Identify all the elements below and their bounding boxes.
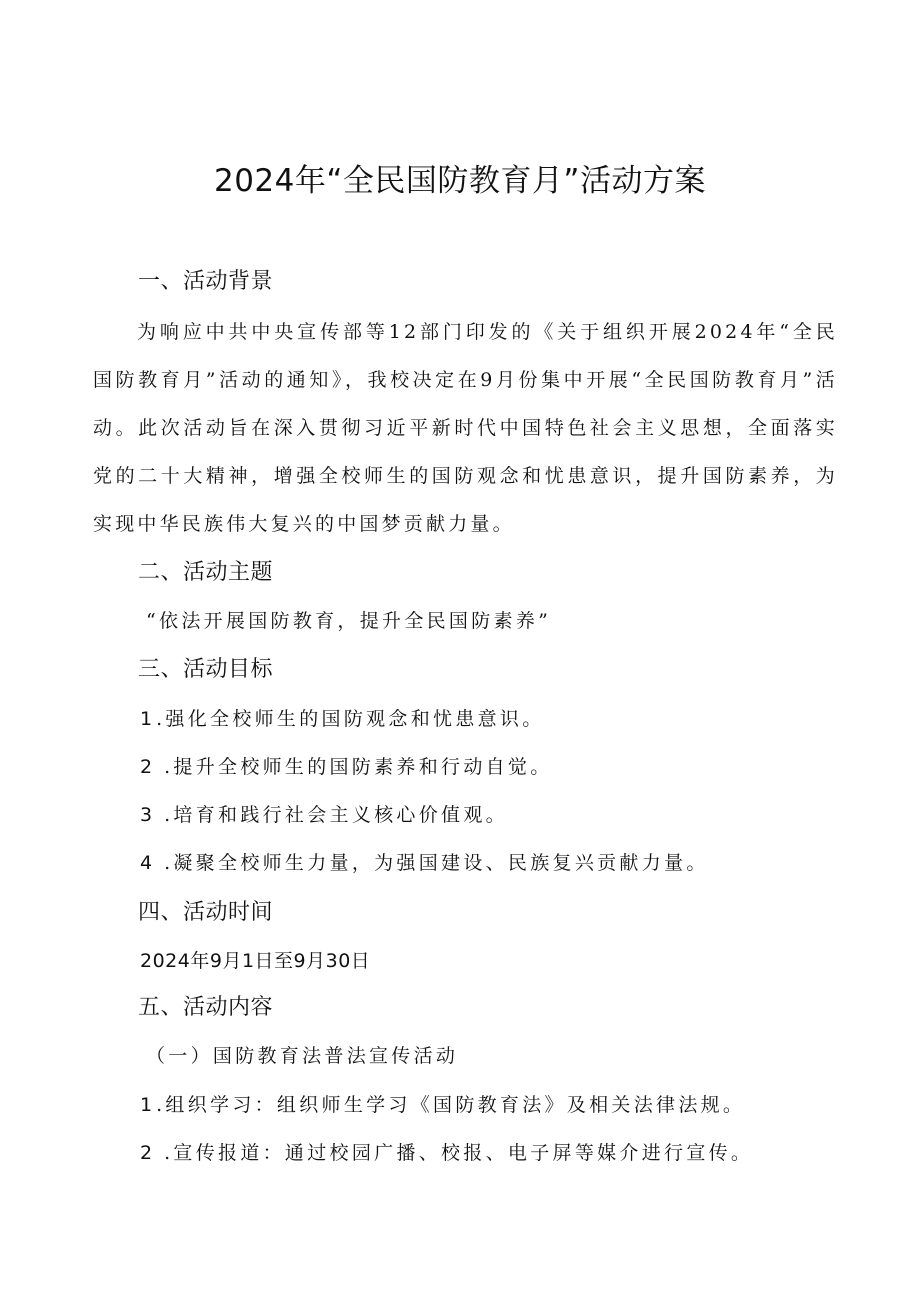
goal-number: 2 (140, 756, 153, 778)
content-number: 1 (140, 1094, 153, 1116)
content-item (140, 1090, 745, 1117)
section-heading-time: 四、活动时间 (138, 900, 274, 925)
content-number: 2 (140, 1142, 153, 1164)
content-subheading: （一）国防教育法普法宣传活动 (146, 1045, 459, 1067)
section-heading-theme: 二、活动主题 (138, 560, 274, 585)
section-heading-content: 五、活动内容 (138, 995, 274, 1020)
section-heading-background: 一、活动背景 (138, 269, 274, 294)
goal-text: .培育和践行社会主义核心价值观。 (164, 804, 508, 826)
goal-item (140, 800, 508, 827)
goal-number: 3 (140, 804, 153, 826)
goal-item (140, 848, 709, 875)
content-item (140, 1138, 753, 1165)
background-paragraph: 为响应中共中央宣传部等12部门印发的《关于组织开展2024年“全民国防教育月”活动的通知》，我校决定在9月份集中开展“全民国防教育月”活动。此次活动旨在深入贯彻习近平新时代中国特色社会主义思想，全面落实党的二十大精神，增强全校师生的国防观念和忧患意识，提升国防素养，为实现中华民族伟大复兴的中国梦贡献力量。 (93, 321, 838, 535)
content-text: .宣传报道：通过校园广播、校报、电子屏等媒介进行宣传。 (164, 1142, 754, 1164)
theme-slogan: “依法开展国防教育，提升全民国防素养” (146, 610, 552, 632)
goal-text: .提升全校师生的国防素养和行动自觉。 (164, 756, 553, 778)
section-heading-goals: 三、活动目标 (138, 657, 274, 682)
goal-item (140, 704, 545, 731)
goal-text: .强化全校师生的国防观念和忧患意识。 (156, 708, 545, 730)
document-title: 2024年“全民国防教育月”活动方案 (213, 163, 706, 199)
goal-number: 1 (140, 708, 153, 730)
goal-number: 4 (140, 852, 153, 874)
activity-dates: 2024年9月1日至9月30日 (140, 950, 371, 972)
goal-text: .凝聚全校师生力量，为强国建设、民族复兴贡献力量。 (164, 852, 709, 874)
content-text: .组织学习：组织师生学习《国防教育法》及相关法律法规。 (156, 1094, 746, 1116)
goal-item (140, 752, 553, 779)
